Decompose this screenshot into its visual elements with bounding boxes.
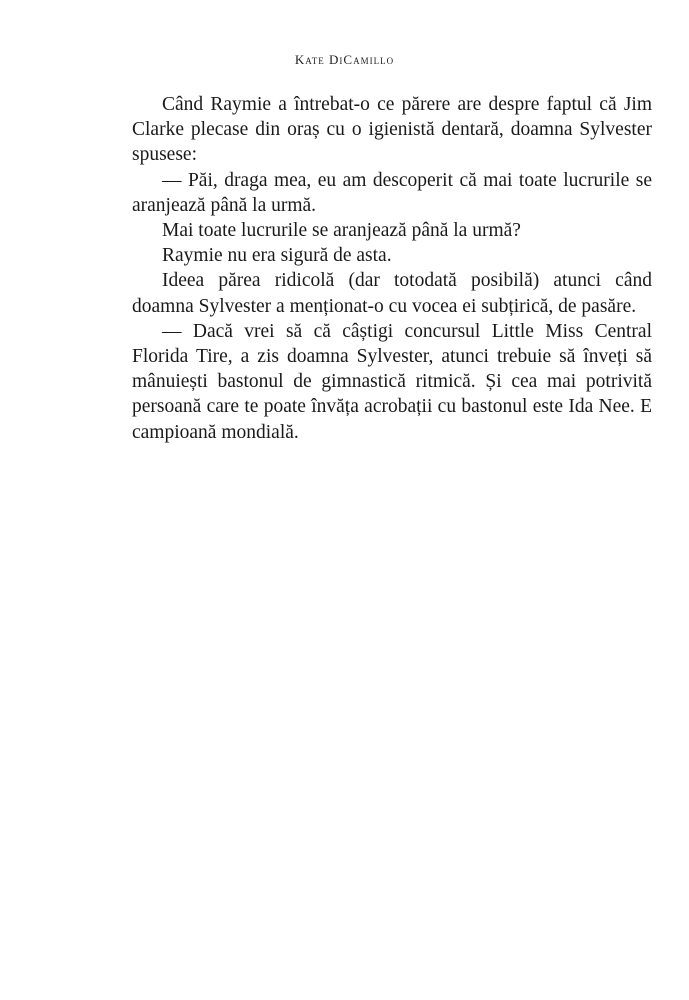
paragraph-6: — Dacă vrei să că câștigi concursul Little Miss Central Florida Tire, a zis doamna Sylvester, atunci trebuie să înveți să mânuiești bastonul de gimnastică ritmică. Și cea mai potrivită persoană care te poate învăța acrobații cu bastonul este Ida Nee. E campioană mondială.: [132, 320, 652, 443]
paragraph-1: Când Raymie a întrebat-o ce părere are despre faptul că Jim Clarke plecase din oraș cu o igienistă dentară, doamna Sylvester spusese:: [132, 94, 652, 166]
paragraph-5: Ideea părea ridicolă (dar totodată posibilă) atunci când doamna Sylvester a menționat-o cu vocea ei subțirică, de pasăre.: [132, 270, 652, 317]
paragraph-3: Mai toate lucrurile se aranjează până la urmă?: [162, 220, 521, 242]
running-head-author: Kate DiCamillo: [294, 52, 395, 67]
body-text: [132, 92, 652, 445]
paragraph-4: Raymie nu era sigură de asta.: [162, 245, 392, 267]
paragraph-2: — Păi, draga mea, eu am descoperit că mai toate lucrurile se aranjează până la urmă.: [132, 169, 652, 216]
